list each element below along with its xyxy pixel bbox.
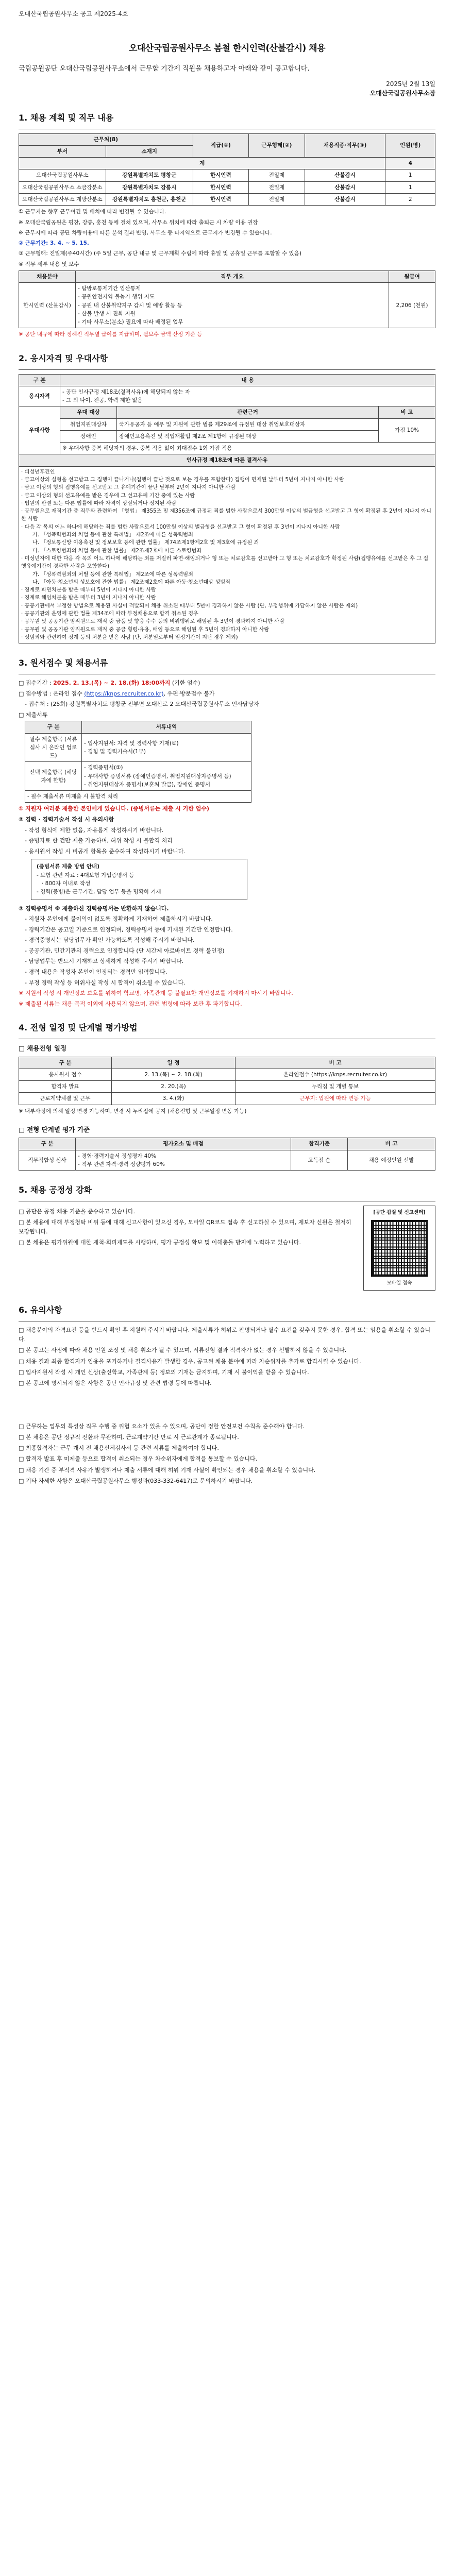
disq-line: 다. 「스토킹범죄의 처벌 등에 관한 법률」 제2조제2호에 따른 스토킹범죄 — [32, 548, 202, 554]
cell-duty: 산불감시 — [305, 194, 385, 206]
eval-line: - 경험·경력기술서 정성평가 40% — [78, 1153, 157, 1159]
disq-line: · 금고 이상의 형의 선고유예를 받은 경우에 그 선고유예 기간 중에 있는 사람 — [21, 493, 195, 499]
docs-item: - 응시원서 작성 시 비공개 항목을 준수하여 작성하시기 바랍니다. — [25, 848, 186, 855]
caution-item: □ 최종합격자는 근무 개시 전 채용신체검사서 등 관련 서류를 제출하여야 합니다. — [19, 1445, 219, 1452]
qual-line: - 공단 인사규정 제18조(결격사유)에 해당되지 않는 자 — [62, 388, 191, 395]
apply-period-value: 2025. 2. 13.(목) ~ 2. 18.(화) 18:00까지 — [53, 679, 171, 686]
apply-address: - 접수처 : (25회) 강원특별자치도 평창군 진부면 오대산로 2 오대산국립공원사무소 인사담당자 — [25, 701, 259, 708]
section-5-title: 5. 채용 공정성 강화 — [19, 1185, 92, 1195]
th-site: 근무처(8) — [19, 133, 193, 145]
th-eval-pass: 합격기준 — [291, 1138, 348, 1150]
table-row — [25, 733, 251, 762]
cell-duty: 산불감시 — [305, 170, 385, 181]
cell-doc-kind: 필수 제출항목 (서류심사 시 온라인 업로드) — [25, 733, 82, 762]
cell-type: 한시인력 — [193, 170, 249, 181]
apply-method-label: □ 접수방법 : 온라인 접수 — [19, 690, 85, 697]
total-count: 4 — [385, 158, 435, 170]
th-duty: 채용직종·직무(③) — [305, 133, 385, 158]
cell-type: 한시인력 — [193, 194, 249, 206]
info-box-title: (증빙서류 제출 방법 안내) — [37, 863, 99, 870]
cell-pref-kind: 취업지원대상자 — [60, 418, 117, 430]
career-item: ③ 경력증명서 ※ 제출하신 경력증명서는 반환하지 않습니다. — [19, 905, 169, 912]
qual-line: - 그 외 나이, 전공, 학력 제한 없음 — [62, 397, 143, 404]
cell-doc-kind: 선택 제출항목 (해당자에 한함) — [25, 762, 82, 791]
table-row — [19, 283, 435, 328]
cell-count: 1 — [385, 170, 435, 181]
doc-foot: - 필수 제출서류 미제출 시 불합격 처리 — [25, 791, 251, 803]
eval-line: - 직무 관련 자격·경력 정량평가 60% — [78, 1161, 165, 1167]
cell-office: 강원특별자치도 평창군 — [106, 170, 193, 181]
eval-label: □ 전형 단계별 평가 기준 — [19, 1125, 90, 1133]
cell-dept: 오대산국립공원사무소 소금강분소 — [19, 181, 106, 193]
doc-line: - 입사지원서: 자격 및 경력사항 기재(①) — [84, 740, 179, 747]
doc-line: - 경력증명서(①) — [84, 765, 123, 771]
th-doc-kind: 구 분 — [25, 721, 82, 733]
cell-pref-points: 가점 10% — [379, 418, 435, 443]
th-count: 인원(명) — [385, 133, 435, 158]
th-kind: 구 분 — [19, 374, 60, 386]
th-step: 구 분 — [19, 1057, 112, 1069]
cell-eval-step: 직무적합성 심사 — [19, 1150, 76, 1171]
cell-pref-kind: 장애인 — [60, 430, 117, 442]
page-title: 오대산국립공원사무소 봄철 한시인력(산불감시) 채용 — [128, 43, 326, 54]
duty-line: - 공원안전지역 불놓기 행위 지도 — [78, 294, 155, 300]
cell-hours: 전일제 — [249, 181, 305, 193]
cell-dept: 오대산국립공원사무소 계방산분소 — [19, 194, 106, 206]
intro-text: 국립공원공단 오대산국립공원사무소에서 근무할 기간제 직원을 채용하고자 아래와 같이 공고합니다. — [19, 64, 310, 73]
disq-line: · 성범죄와 관련하여 징계 등의 처분을 받은 사람 (단, 처분일로부터 일정기간이 지난 경우 제외) — [21, 634, 238, 640]
th-pref-points: 비 고 — [379, 406, 435, 418]
info-box-line: - 경력(증빙)은 근무기간, 담당 업무 등을 명확히 기재 — [37, 889, 161, 895]
table-row — [19, 1069, 435, 1080]
note: ① 근무지는 향후 근무여건 및 배치에 따라 변경될 수 있습니다. — [19, 209, 166, 215]
table-row — [25, 791, 251, 803]
duty-line: - 공원 내 산불취약지구 감시 및 예방 활동 등 — [78, 302, 182, 309]
note-hours: ③ 근무형태: 전일제(주40시간) (주 5일 근무, 공단 내규 및 근무계획 수립에 따라 휴일 및 공휴일 근무를 포함할 수 있음) — [19, 250, 301, 257]
cell-hours: 전일제 — [249, 194, 305, 206]
doc-line: - 우대사항 증빙서류 (장애인증명서, 취업지원대상자증명서 등) — [84, 773, 231, 779]
table-row — [19, 1081, 435, 1093]
apply-period-suffix: (기한 엄수) — [170, 679, 200, 686]
pay-table — [19, 270, 435, 329]
cell-job: 한시인력 (산불감시) — [19, 283, 76, 328]
career-item: - 경력증명서는 담당업무가 확인 가능하도록 작성해 주시기 바랍니다. — [25, 937, 195, 944]
table-row — [19, 170, 435, 181]
caution-item: □ 채용분야의 자격요건 등을 반드시 확인 후 지원해 주시기 바랍니다. 제출서류가 허위로 판명되거나 필수 요건을 갖추지 못한 경우, 합격 또는 임용을 취소할 수 있습니다. — [19, 1327, 431, 1343]
doc-line: - 취업지원대상자 증명서(보훈처 발급), 장애인 증명서 — [84, 781, 211, 788]
cell-hours: 전일제 — [249, 170, 305, 181]
pref-foot: ※ 우대사항 중복 해당자의 경우, 중복 적용 없이 최대점수 1회 가점 적용 — [60, 443, 435, 454]
report-qr-card[interactable] — [363, 1206, 435, 1291]
notice-date: 2025년 2월 13일 — [386, 80, 435, 88]
cell-eval-note: 채용 예정인원 선발 — [348, 1150, 435, 1171]
career-item: - 경력 내용은 작성자 본인이 인정되는 경력만 입력합니다. — [25, 969, 167, 976]
th-note: 비 고 — [236, 1057, 435, 1069]
docs-label: □ 제출서류 — [19, 711, 48, 718]
cell-count: 2 — [385, 194, 435, 206]
th-desc: 직무 개요 — [76, 270, 389, 282]
th-dept: 부서 — [19, 145, 106, 157]
caution-item: □ 본 채용은 공단 정규직 전환과 무관하며, 근로계약기간 만료 시 근로관계가 종료됩니다. — [19, 1434, 239, 1441]
th-pref-content: 관련근거 — [117, 406, 379, 418]
doc-line: - 경험 및 경력기술서(1부) — [84, 749, 146, 755]
disq-line: · 공공기관의 운영에 관한 법률 제34조에 따라 부정채용으로 합격 취소된 경우 — [21, 611, 198, 617]
cell-date: 2. 20.(목) — [112, 1081, 236, 1093]
disq-line: · 공무원 및 공공기관 임직원으로 재직 중 공금 횡령·유용, 배임 등으로 해임된 후 5년이 경과하지 아니한 사람 — [21, 626, 270, 633]
duty-line: - 기타 사무소(분소) 필요에 따라 배정된 업무 — [78, 319, 183, 326]
caution-item: □ 본 공고는 사정에 따라 채용 인원 조정 및 채용 취소가 될 수 있으며, 서류전형 결과 적격자가 없는 경우 선발하지 않을 수 있습니다. — [19, 1347, 347, 1354]
th-date: 일 정 — [112, 1057, 236, 1069]
disq-head: 인사규정 제18조에 따른 결격사유 — [19, 454, 435, 466]
disq-line: 나. 「정보통신망 이용촉진 및 정보보호 등에 관한 법률」 제74조제1항제2호 및 제3호에 규정된 죄 — [32, 540, 259, 546]
caution-item: □ 기타 자세한 사항은 오대산국립공원사무소 행정과(033-332-6417)로 문의하시기 바랍니다. — [19, 1477, 253, 1484]
disq-line: · 금고이상의 실형을 선고받고 그 집행이 끝나거나(집행이 끝난 것으로 보는 경우를 포함한다) 집행이 면제된 날부터 5년이 지나지 아니한 사람 — [21, 477, 345, 483]
th-eval-note: 비 고 — [348, 1138, 435, 1150]
cell-step: 근로계약체결 및 근무 — [19, 1093, 112, 1105]
th-hours: 근무형태(②) — [249, 133, 305, 158]
note-pay: ④ 직무 세부 내용 및 보수 — [19, 261, 79, 267]
qual-label: 응시자격 — [19, 386, 60, 406]
eval-table — [19, 1138, 435, 1171]
th-eval-method: 평가요소 및 배점 — [76, 1138, 291, 1150]
cell-pref-content: 국가유공자 등 예우 및 지원에 관한 법률 제29조에 규정된 대상 취업보호대상자 — [117, 418, 379, 430]
docs-item: - 작성 형식에 제한 없음, 자유롭게 작성하시기 바랍니다. — [25, 826, 164, 834]
disq-line: · 공무원으로 재직기간 중 직무와 관련하여 「형법」 제355조 및 제356조에 규정된 죄를 범한 사람으로서 300만원 이상의 벌금형을 선고받고 그 형이 확정된 후 2년이 지나지 아니한 사람 — [21, 509, 431, 522]
fairness-item: □ 본 채용에 대해 부정청탁 비위 등에 대해 신고사항이 있으신 경우, 모바일 QR코드 접속 후 신고하실 수 있으며, 제보자 신원은 철저히 보장됩니다. — [19, 1219, 351, 1235]
table-row — [19, 181, 435, 193]
cell-dept: 오대산국립공원사무소 — [19, 170, 106, 181]
cell-step: 응시원서 접수 — [19, 1069, 112, 1080]
schedule-label: □ 채용전형 일정 — [19, 1044, 66, 1053]
caution-item: □ 합격자 발표 후 미제출 등으로 합격이 취소되는 경우 차순위자에게 합격을 통보할 수 있습니다. — [19, 1455, 258, 1463]
disq-line: · 다음 각 목의 어느 하나에 해당하는 죄를 범한 사람으로서 100만원 이상의 벌금형을 선고받고 그 형이 확정된 후 3년이 지나지 아니한 사람 — [21, 524, 340, 530]
caution-item: □ 근무하는 업무의 특성상 직무 수행 중 위험 요소가 있을 수 있으며, 공단이 정한 안전보건 수칙을 준수해야 합니다. — [19, 1422, 305, 1430]
th-eval-step: 구 분 — [19, 1138, 76, 1150]
section-1-title: 1. 채용 계획 및 직무 내용 — [19, 112, 114, 123]
cell-duty: 산불감시 — [305, 181, 385, 193]
apply-url-link[interactable]: (https://knps.recruiter.co.kr) — [84, 690, 164, 697]
disq-line: 가. 「성폭력범죄의 처벌 등에 관한 특례법」 제2조에 따른 성폭력범죄 — [32, 532, 193, 538]
notice-number: 오대산국립공원사무소 공고 제2025-4호 — [19, 10, 128, 18]
apply-period-label: □ 접수기간 : — [19, 679, 54, 686]
divider — [19, 369, 435, 370]
caution-item: □ 채용 결과 최종 합격자가 임용을 포기하거나 결격사유가 발생한 경우, 공고된 채용 분야에 따라 차순위자를 추가로 합격시킬 수 있습니다. — [19, 1358, 361, 1365]
cell-note: 온라인접수 (https://knps.recruiter.co.kr) — [236, 1069, 435, 1080]
disq-line: 나. 「아동·청소년의 성보호에 관한 법률」 제2조제2호에 따른 아동·청소년대상 성범죄 — [32, 579, 230, 585]
career-item: - 부정 경력 작성 등 허위사실 작성 시 합격이 취소될 수 있습니다. — [25, 979, 186, 986]
note-period: ② 근무기간: 3. 4. ~ 5. 15. — [19, 240, 89, 247]
career-item: - 담당업무는 반드시 기재하고 상세하게 작성해 주시기 바랍니다. — [25, 958, 184, 965]
info-box — [31, 859, 247, 900]
docs-item: - 증빙자료 한 건만 제출 가능하며, 허위 작성 시 불합격 처리 — [25, 837, 173, 844]
docs-item: ② 경력 · 경력기술서 작성 시 유의사항 — [19, 816, 114, 823]
disq-line: · 미성년자에 대한 다음 각 목의 어느 하나에 해당하는 죄를 저질러 파면·해임되거나 형 또는 치료감호를 선고받아 그 형 또는 치료감호가 확정된 사람(집행유예를 선고받은 후 그 집행유예기간이 경과한 사람을 포함한다) — [21, 555, 429, 570]
pay-note: ※ 공단 내규에 따라 정해진 직무별 급여를 지급하며, 월보수 금액 산정 기준 등 — [19, 331, 203, 338]
section-3-title: 3. 원서접수 및 채용서류 — [19, 658, 108, 668]
apply-method-suffix: , 우편·방문접수 불가 — [163, 690, 215, 697]
th-doc-content: 서류내역 — [82, 721, 251, 733]
disq-line: · 법원의 판결 또는 다른 법률에 따라 자격이 상실되거나 정지된 사람 — [21, 500, 177, 506]
docs-item: ① 지원자 여러분 제출한 본인에게 있습니다. (증빙서류는 제출 시 기한 엄수) — [19, 805, 209, 812]
section-2-title: 2. 응시자격 및 우대사항 — [19, 353, 108, 363]
note: ※ 오대산국립공원은 평창, 강릉, 홍천 등에 걸쳐 있으며, 사무소 위치에 따라 출퇴근 시 차량 이용 권장 — [19, 219, 258, 226]
career-item: - 경력기간은 공고일 기준으로 인정되며, 경력증명서 등에 기재된 기간만 인정합니다. — [25, 926, 233, 933]
cell-eval-pass: 고득점 순 — [291, 1150, 348, 1171]
cell-note: 근무지: 입원에 따라 변동 가능 — [236, 1093, 435, 1105]
table-row — [19, 430, 435, 442]
table-row — [19, 418, 435, 430]
cell-office: 강원특별자치도 홍천군, 홍천군 — [106, 194, 193, 206]
table-row — [19, 1150, 435, 1171]
disq-line: · 공무원 및 공공기관 임직원으로 재직 중 금품 및 향응 수수 등의 비위행위로 해임된 후 3년이 경과하지 아니한 사람 — [21, 619, 284, 625]
th-type: 직급(①) — [193, 133, 249, 158]
cell-date: 2. 13.(목) ~ 2. 18.(화) — [112, 1069, 236, 1080]
th-content: 내 용 — [60, 374, 435, 386]
caution-item: □ 입사지원서 작성 시 개인 신상(출신학교, 가족관계 등) 정보의 기재는 금지하며, 기재 시 불이익을 받을 수 있습니다. — [19, 1368, 309, 1376]
duty-line: - 탐방로통제기간 입산통제 — [78, 285, 141, 292]
table-row — [19, 1093, 435, 1105]
disq-line: · 징계로 파면처분을 받은 때부터 5년이 지나지 아니한 사람 — [21, 587, 156, 594]
qr-title: [공단 갑질 및 신고센터] — [373, 1209, 426, 1215]
th-pref-kind: 우대 대상 — [60, 406, 117, 418]
schedule-note: ※ 내부사정에 의해 일정 변경 가능하며, 변경 시 누리집에 공지 (채용전형 및 근무일정 변동 가능) — [19, 1108, 247, 1114]
docs-table — [25, 721, 251, 803]
disq-line: · 징계로 해임처분을 받은 때부터 3년이 지나지 아니한 사람 — [21, 595, 156, 601]
info-box-line: · 800자 이내로 작성 — [42, 880, 91, 887]
apply-method — [19, 689, 435, 699]
cell-pref-content: 장애인고용촉진 및 직업재활법 제2조 제1항에 규정된 대상 — [117, 430, 379, 442]
th-pay: 월급여 — [389, 270, 435, 282]
privacy-note: ※ 제출된 서류는 채용 목적 이외에 사용되지 않으며, 관련 법령에 따라 보관 후 파기합니다. — [19, 1000, 242, 1007]
th-office: 소재지 — [106, 145, 193, 157]
fairness-item: □ 공단은 공정 채용 기준을 준수하고 있습니다. — [19, 1208, 136, 1215]
info-box-line: - 보험 관련 자료 : 4대보험 가입증명서 등 — [37, 872, 134, 878]
section-4-title: 4. 전형 일정 및 단계별 평가방법 — [19, 1023, 138, 1033]
career-item: - 공공기관, 민간기관의 경력으로 인정합니다 (단 시간제 아르바이트 경력 불인정) — [25, 947, 225, 954]
fairness-block — [19, 1206, 435, 1291]
notice-issuer: 오대산국립공원사무소장 — [369, 90, 435, 97]
disq-line: 가. 「성폭력범죄의 처벌 등에 관한 특례법」 제2조에 따른 성폭력범죄 — [32, 571, 193, 578]
note: ※ 근무지에 따라 공단 차량이용에 따른 분석 결과 반영, 사무소 등 타지역으로 근무지가 변경될 수 있습니다. — [19, 229, 272, 236]
disq-line: · 피성년후견인 — [21, 469, 55, 475]
cell-pay: 2,206 (천원) — [389, 283, 435, 328]
career-item: - 지원자 본인에게 불이익이 없도록 정확하게 기재하여 제출하시기 바랍니다. — [25, 916, 213, 923]
cell-note: 누리집 및 개별 통보 — [236, 1081, 435, 1093]
privacy-note: ※ 지원서 작성 시 개인정보 보호를 위하여 학교명, 가족관계 등 불필요한 개인정보를 기재하지 마시기 바랍니다. — [19, 990, 293, 997]
table-row — [19, 194, 435, 206]
caution-item: □ 본 공고에 명시되지 않은 사항은 공단 인사규정 및 관련 법령 등에 따릅니다. — [19, 1379, 212, 1386]
cell-type: 한시인력 — [193, 181, 249, 193]
table-row — [25, 762, 251, 791]
qualification-table — [19, 374, 435, 644]
cell-count: 1 — [385, 181, 435, 193]
recruit-plan-table — [19, 133, 435, 206]
cell-office: 강원특별자치도 강릉시 — [106, 181, 193, 193]
fairness-item: □ 본 채용은 평가위원에 대한 제척·회피제도를 시행하며, 평가 공정성 확보 및 이해충돌 방지에 노력하고 있습니다. — [19, 1239, 301, 1246]
qr-caption: 모바일 접속 — [386, 1280, 412, 1286]
cell-date: 3. 4.(화) — [112, 1093, 236, 1105]
disq-line: · 공공기관에서 부정한 방법으로 채용된 사실이 적발되어 채용 취소된 때부터 5년이 경과하지 않은 사람 (단, 부정행위에 가담하지 않은 사람은 제외) — [21, 603, 358, 609]
pref-label: 우대사항 — [19, 406, 60, 454]
section-6-title: 6. 유의사항 — [19, 1305, 62, 1315]
cell-step: 합격자 발표 — [19, 1081, 112, 1093]
schedule-table — [19, 1057, 435, 1105]
th-job: 채용분야 — [19, 270, 76, 282]
total-label: 계 — [19, 158, 385, 170]
apply-period — [19, 679, 435, 688]
caution-item: □ 채용 기간 중 부적격 사유가 발생하거나 제출 서류에 대해 허위 기재 사실이 확인되는 경우 채용을 취소할 수 있습니다. — [19, 1466, 316, 1473]
qr-code-icon[interactable] — [371, 1220, 428, 1277]
duty-line: - 산불 발생 시 진화 지원 — [78, 310, 136, 317]
disq-line: · 금고 이상의 형의 집행유예를 선고받고 그 유예기간이 끝난 날부터 2년이 지나지 아니한 사람 — [21, 485, 236, 491]
